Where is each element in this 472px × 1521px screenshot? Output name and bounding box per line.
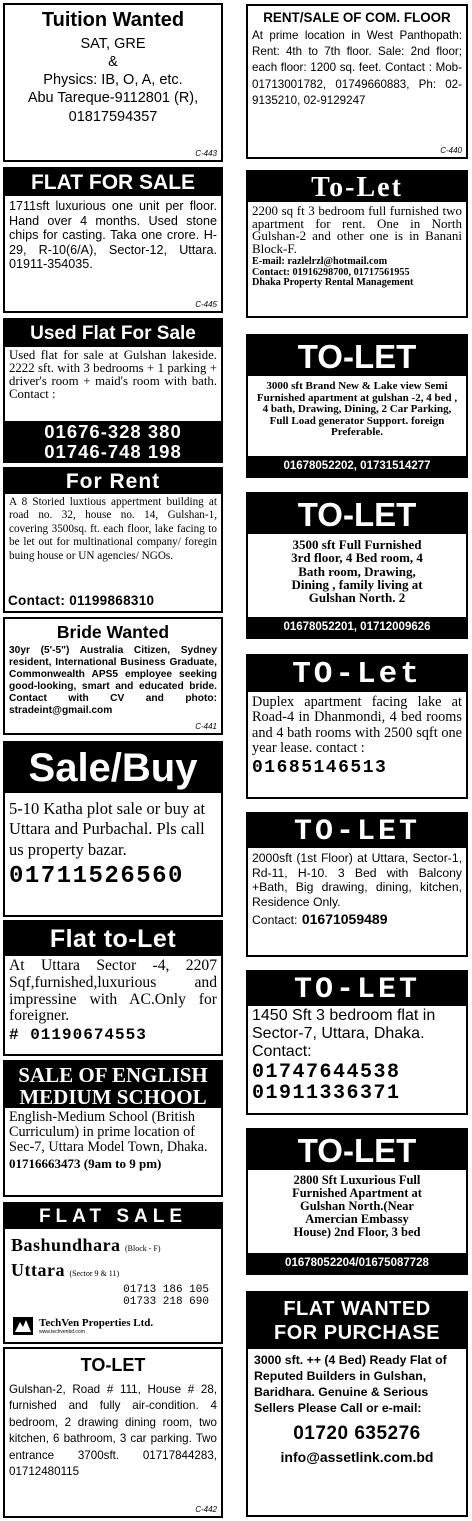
ad-line: Furnished Apartment at (292, 1186, 422, 1200)
ad-code: C-441 (195, 722, 217, 731)
ad-code: C-442 (195, 1505, 217, 1514)
ad-email: E-mail: razlelrzl@hotmail.com (252, 255, 388, 267)
ad-phone: 01747644538 (252, 1060, 401, 1084)
ad-flat-wanted-for-purchase (246, 1291, 468, 1517)
ad-line: 01817594357 (68, 108, 158, 125)
ad-body: 3000 sft. ++ (4 Bed) Ready Flat of Reputed Builders in Gulshan, Baridhara. Genuine & Serious Sellers Please Call or e-mail: (254, 1353, 447, 1415)
ad-phone: 01733 218 690 (123, 1295, 209, 1308)
ad-to-let-gulshan-2 (3, 1347, 223, 1518)
ad-title (5, 1062, 221, 1108)
ad-email: info@assetlink.com.bd (280, 1448, 434, 1465)
ad-line: Bath room, Drawing, (298, 563, 416, 579)
ad-line: 3500 sft Full Furnished (292, 537, 422, 552)
ad-title: TO-LET (248, 336, 466, 376)
ad-line: SAT, GRE (80, 36, 146, 52)
ad-sale-english-medium-school (3, 1060, 223, 1197)
ad-code: C-443 (195, 149, 217, 158)
ad-tuition-wanted (3, 3, 223, 162)
ad-title: Used Flat For Sale (5, 320, 221, 347)
ad-to-let-uttara-2000sft (246, 812, 468, 957)
ad-title: TO-LET (248, 1130, 466, 1170)
ad-phone: 01713 186 105 (123, 1284, 209, 1296)
ad-phone: 01678052201, 01712009626 (248, 617, 466, 637)
ad-phone: 01678052204/01675087728 (248, 1253, 466, 1273)
ad-to-let-3000sft (246, 334, 468, 478)
techven-logo-icon (13, 1317, 33, 1335)
ad-phones (248, 1062, 466, 1105)
ad-line: 2800 Sft Luxurious Full (293, 1173, 421, 1187)
ad-contact (248, 911, 466, 929)
ad-contact-block (248, 257, 466, 289)
ad-line: Physics: IB, O, A, etc. (43, 72, 183, 89)
ad-phone: 01685146513 (252, 757, 388, 778)
ad-phone: # 01190674553 (9, 1026, 147, 1045)
ad-contact: 01716663473 (9am to 9 pm) (9, 1156, 162, 1172)
ad-title: TO-LET (80, 1355, 146, 1375)
ad-code: C-440 (440, 146, 462, 155)
ad-body: 30yr (5'-5") Australia Citizen, Sydney resident, International Business Graduate, Commonwealth APS5 employee seeking good-looking, smart and educated bride. Contact with CV and photo: stradeint@gmail.com (9, 645, 217, 716)
ad-body: A 8 Storied luxtious appertment building at road no. 32, house no. 14, Gulshan-1, covering 3500sq. ft. each floor, lake facing to be let out for multinational company/ foregin buing house or UN agencies/ NGOs. (9, 496, 217, 562)
ad-title: Bride Wanted (56, 622, 170, 642)
ad-code: C-445 (195, 300, 217, 309)
ad-place-note: (Block - F) (125, 1244, 161, 1253)
ad-body: At prime location in West Panthopath: Rent: 4th to 7th floor. Sale: 2nd floor; each floor: 1200 sq. feet. Contact : Mob- 01713001782, 01749660883, Ph: 02-9135210, 02-9129247 (252, 29, 462, 107)
ad-contact: Contact: 01199868310 (8, 593, 155, 608)
ad-title: TO-LET (248, 972, 466, 1006)
ad-body (248, 1170, 466, 1254)
company-name: TechVen Properties Ltd. (39, 1317, 154, 1329)
ad-title: Flat to-Let (5, 922, 221, 956)
ad-title: TO-Let (248, 656, 466, 692)
ad-bride-wanted (3, 617, 223, 735)
ad-title: For Rent (5, 469, 221, 494)
ad-title: FLAT FOR SALE (5, 169, 221, 196)
ad-body (5, 35, 221, 126)
ad-title: To-Let (248, 172, 466, 202)
ad-flat-to-let (3, 920, 223, 1056)
ad-phone: 01720 635276 (293, 1422, 421, 1444)
ad-flat-sale-techven (3, 1202, 223, 1344)
ad-to-let-1450sft (246, 970, 468, 1115)
ad-place-name: Bashundhara (11, 1235, 121, 1255)
ad-line: House) 2nd Floor, 3 bed (293, 1225, 421, 1239)
ad-title: RENT/SALE OF COM. FLOOR (263, 10, 451, 25)
ad-sale-buy (3, 741, 223, 917)
ad-to-let-dhanmondi (246, 654, 468, 799)
ad-line: Gulshan North.(Near (300, 1199, 414, 1213)
ad-body: Duplex apartment facing lake at Road-4 in Dhanmondi, 4 bed rooms and 4 bath rooms with 2500 sqft one year lease. contact : (252, 694, 462, 757)
ad-for-rent (3, 467, 223, 613)
ad-body: 1711sft luxurious one unit per floor. Hand over 4 months. Used stone chips for casting. Taka one crore. H-29, R-10(6/A), Sector-12, Uttara. 01911-354035. (9, 199, 217, 272)
ad-line: Dining , family living at (291, 576, 423, 592)
company-website: www.techvenbd.com (39, 1329, 85, 1335)
ad-title: TO-LET (248, 814, 466, 848)
ad-title: Sale/Buy (5, 743, 221, 793)
ad-line: 3rd floor, 4 Bed room, 4 (291, 550, 423, 566)
ad-place-note: (Sector 9 & 11) (69, 1269, 120, 1278)
ad-title: Tuition Wanted (41, 9, 185, 31)
ad-title-line: FOR PURCHASE (273, 1322, 440, 1344)
ad-place-name: Uttara (11, 1260, 65, 1280)
ad-body: Used flat for sale at Gulshan lakeside. 2222 sft. with 3 bedrooms + 1 parking + driver's room + maid's room with bath. Contact : (9, 348, 217, 402)
ad-to-let-2800sft (246, 1128, 468, 1275)
ad-body: 2000sft (1st Floor) at Uttara, Sector-1, Rd-11, H-10. 3 Bed with Balcony +Bath, Big drawing, dining, kitchen, Residence Only. (252, 851, 462, 909)
ad-body: At Uttara Sector -4, 2207 Sqf,furnished,luxurious and impressine with AC.Only for foreigner. (9, 957, 217, 1025)
ad-body: English-Medium School (British Curriculum) in prime location of Sec-7, Uttara Model Town, Dhaka. (9, 1109, 208, 1156)
ad-body: 3000 sft Brand New & Lake view Semi Furnished apartment at gulshan -2, 4 bed , 4 bath, Drawing, Dining, 2 Car Parking, Full Load generator Support. foreign Preferable. (256, 380, 458, 439)
ad-phone: 01711526560 (9, 863, 184, 891)
ad-body: 1450 Sft 3 bedroom flat in Sector-7, Uttara, Dhaka. Contact: (252, 1007, 436, 1060)
ad-title-line: FLAT WANTED (283, 1298, 431, 1320)
ad-place-1 (5, 1229, 221, 1256)
ad-title (248, 1293, 466, 1349)
ad-phone: 01676-328 380 (44, 421, 182, 442)
ad-phones (5, 1285, 221, 1308)
ad-contact: Contact: 01916298700, 01717561955 (252, 266, 410, 278)
ad-phones (5, 421, 221, 462)
ad-contact-label: Contact: (252, 912, 298, 927)
ad-company: Dhaka Property Rental Management (252, 277, 414, 289)
ad-to-let-banani (246, 170, 468, 318)
ad-body: 5-10 Katha plot sale or buy at Uttara and Purbachal. Pls call us property bazar. (9, 799, 206, 859)
ad-title-line: MEDIUM SCHOOL (19, 1085, 207, 1108)
ad-line: Gulshan North. 2 (308, 590, 406, 605)
ad-phone: 01746-748 198 (44, 441, 182, 462)
ad-body (248, 534, 466, 618)
ad-used-flat-for-sale (3, 318, 223, 463)
ad-flat-for-sale (3, 167, 223, 313)
ad-place-2 (5, 1256, 221, 1281)
ad-line: Abu Tareque-9112801 (R), (27, 90, 199, 107)
ad-phone: 01678052202, 01731514277 (248, 456, 466, 476)
ad-body: Gulshan-2, Road # 111, House # 28, furnished and fully air-condition. 4 bedroom, 2 drawing dining room, two kitchen, 6 bathroom, 3 car parking. Two entrance 3700sft. 01717844283, 01712480115 (9, 1383, 217, 1479)
ad-to-let-3500sft (246, 492, 468, 639)
ad-line: & (108, 54, 118, 71)
ad-title-line: SALE OF ENGLISH (18, 1063, 208, 1087)
ad-phone: 01911336371 (252, 1082, 401, 1106)
ad-line: Amercian Embassy (305, 1212, 409, 1226)
ad-title: FLAT SALE (5, 1204, 221, 1229)
company-logo (13, 1317, 153, 1335)
ad-title: TO-LET (248, 494, 466, 534)
ad-rent-sale-com-floor (246, 4, 468, 159)
ad-body: 2200 sq ft 3 bedroom full furnished two apartment for rent. One in North Gulshan-2 and other one is in Banani Block-F. (252, 203, 462, 257)
ad-contact-phone: 01671059489 (301, 910, 388, 927)
